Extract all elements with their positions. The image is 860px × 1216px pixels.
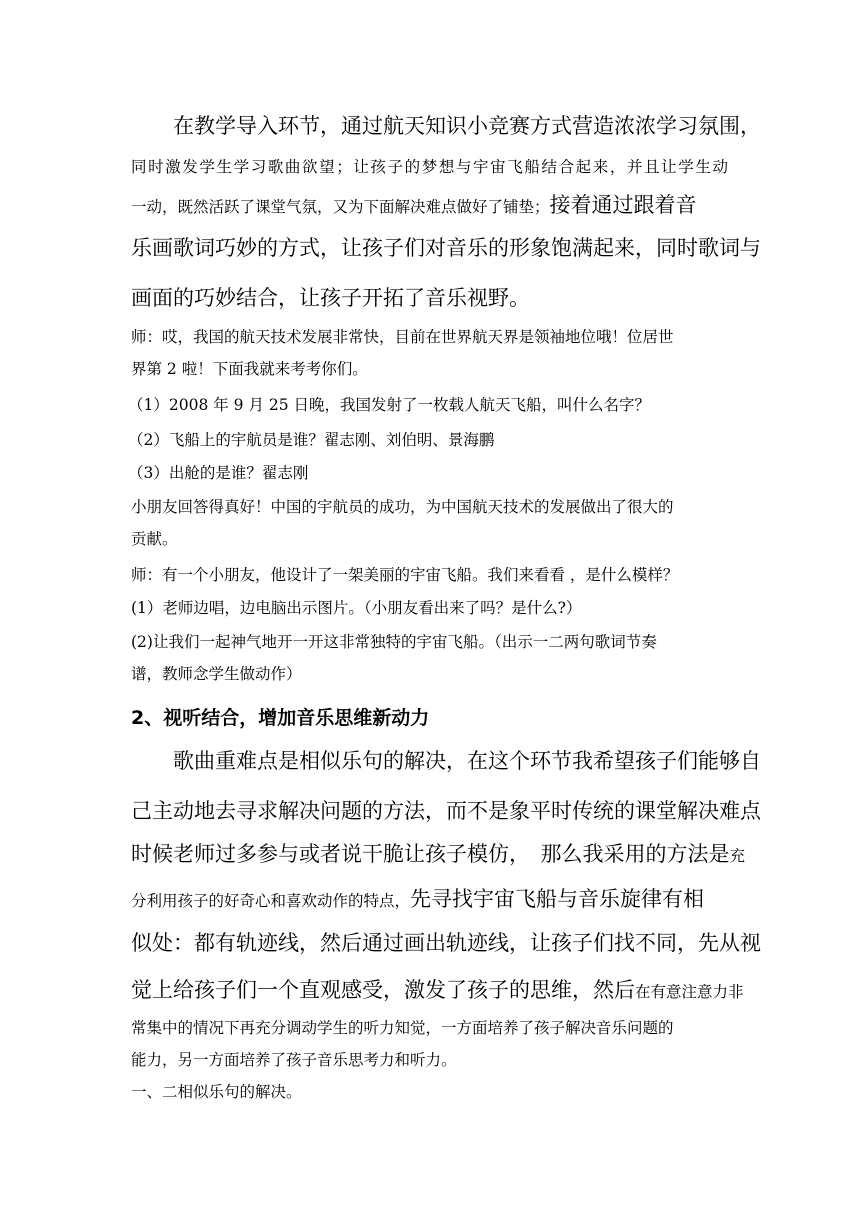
- step-1: (1）老师边唱，边电脑出示图片。（小朋友看出来了吗？是什么?）: [131, 599, 582, 617]
- teacher-remark-spaceship: 师：有一个小朋友，他设计了一架美丽的宇宙飞船。我们来看看 ，是什么模样？: [131, 566, 679, 584]
- praise-line-2: 贡献。: [131, 530, 178, 548]
- paragraph-intro-line-4: 乐画歌词巧妙的方式，让孩子们对音乐的形象饱满起来，同时歌词与: [131, 236, 761, 260]
- paragraph-audiovisual-line-2: 己主动地去寻求解决问题的方法，而不是象平时传统的课堂解决难点: [131, 799, 761, 823]
- paragraph-intro-line-5: 画面的巧妙结合，让孩子开拓了音乐视野。: [131, 286, 530, 310]
- paragraph-audiovisual-line-4: [131, 883, 704, 913]
- paragraph-audiovisual-line-7: 常集中的情况下再充分调动学生的听力知觉，一方面培养了孩子解决音乐问题的: [131, 1019, 674, 1037]
- quiz-question-2: （2）飞船上的宇航员是谁？翟志刚、刘伯明、景海鹏: [128, 431, 495, 449]
- paragraph-intro-line-1: 在教学导入环节，通过航天知识小竞赛方式营造浓浓学习氛围，: [173, 114, 761, 138]
- paragraph-intro-line-2: 同时激发学生学习歌曲欲望；让孩子的梦想与宇宙飞船结合起来，并且让学生动: [131, 158, 728, 176]
- paragraph-audiovisual-line-6-part-b: 在有意注意力非: [635, 983, 744, 1001]
- paragraph-audiovisual-line-4-part-a: 分利用孩子的好奇心和喜欢动作的特点，: [131, 892, 411, 910]
- paragraph-audiovisual-line-1: 歌曲重难点是相似乐句的解决，在这个环节我希望孩子们能够自: [173, 749, 761, 773]
- paragraph-intro-line-3-part-a: 一动，既然活跃了课堂气氛，又为下面解决难点做好了铺垫；: [131, 198, 550, 216]
- paragraph-audiovisual-line-8: 能力，另一方面培养了孩子音乐思考力和听力。: [131, 1051, 457, 1069]
- teacher-remark-line-2: 界第 2 啦！下面我就来考考你们。: [131, 360, 368, 378]
- section-heading: 2、视听结合，增加音乐思维新动力: [131, 707, 430, 729]
- quiz-question-3: （3）出舱的是谁？翟志刚: [128, 464, 309, 482]
- paragraph-audiovisual-line-3-part-a: 时候老师过多参与或者说干脆让孩子模仿， 那么我采用的方法是: [131, 842, 730, 866]
- paragraph-audiovisual-line-4-part-b: 先寻找宇宙飞船与音乐旋律有相: [410, 887, 705, 911]
- praise-line-1: 小朋友回答得真好！中国的宇航员的成功，为中国航天技术的发展做出了很大的: [131, 498, 674, 516]
- step-2-line-2: 谱，教师念学生做动作）: [131, 665, 302, 683]
- paragraph-audiovisual-line-6: [131, 974, 744, 1004]
- paragraph-audiovisual-line-5: 似处：都有轨迹线，然后通过画出轨迹线，让孩子们找不同，先从视: [131, 931, 761, 955]
- paragraph-intro-line-3-part-b: 接着通过跟着音: [549, 193, 697, 217]
- paragraph-audiovisual-line-3-part-b: 充: [729, 847, 746, 865]
- quiz-question-1: （1）2008 年 9 月 25 日晚，我国发射了一枚载人航天飞船，叫什么名字？: [128, 396, 651, 414]
- step-2-line-1: (2)让我们一起神气地开一开这非常独特的宇宙飞船。（出示一二两句歌词节奏: [131, 633, 657, 651]
- paragraph-audiovisual-line-6-part-a: 觉上给孩子们一个直观感受，激发了孩子的思维，然后: [131, 978, 635, 1002]
- paragraph-intro-line-3: [131, 189, 728, 219]
- teacher-remark-line-1: 师：哎，我国的航天技术发展非常快，目前在世界航天界是领袖地位哦！位居世: [131, 328, 674, 346]
- paragraph-audiovisual-line-3: [131, 838, 745, 868]
- similar-phrases-heading: 一、二相似乐句的解决。: [131, 1083, 302, 1101]
